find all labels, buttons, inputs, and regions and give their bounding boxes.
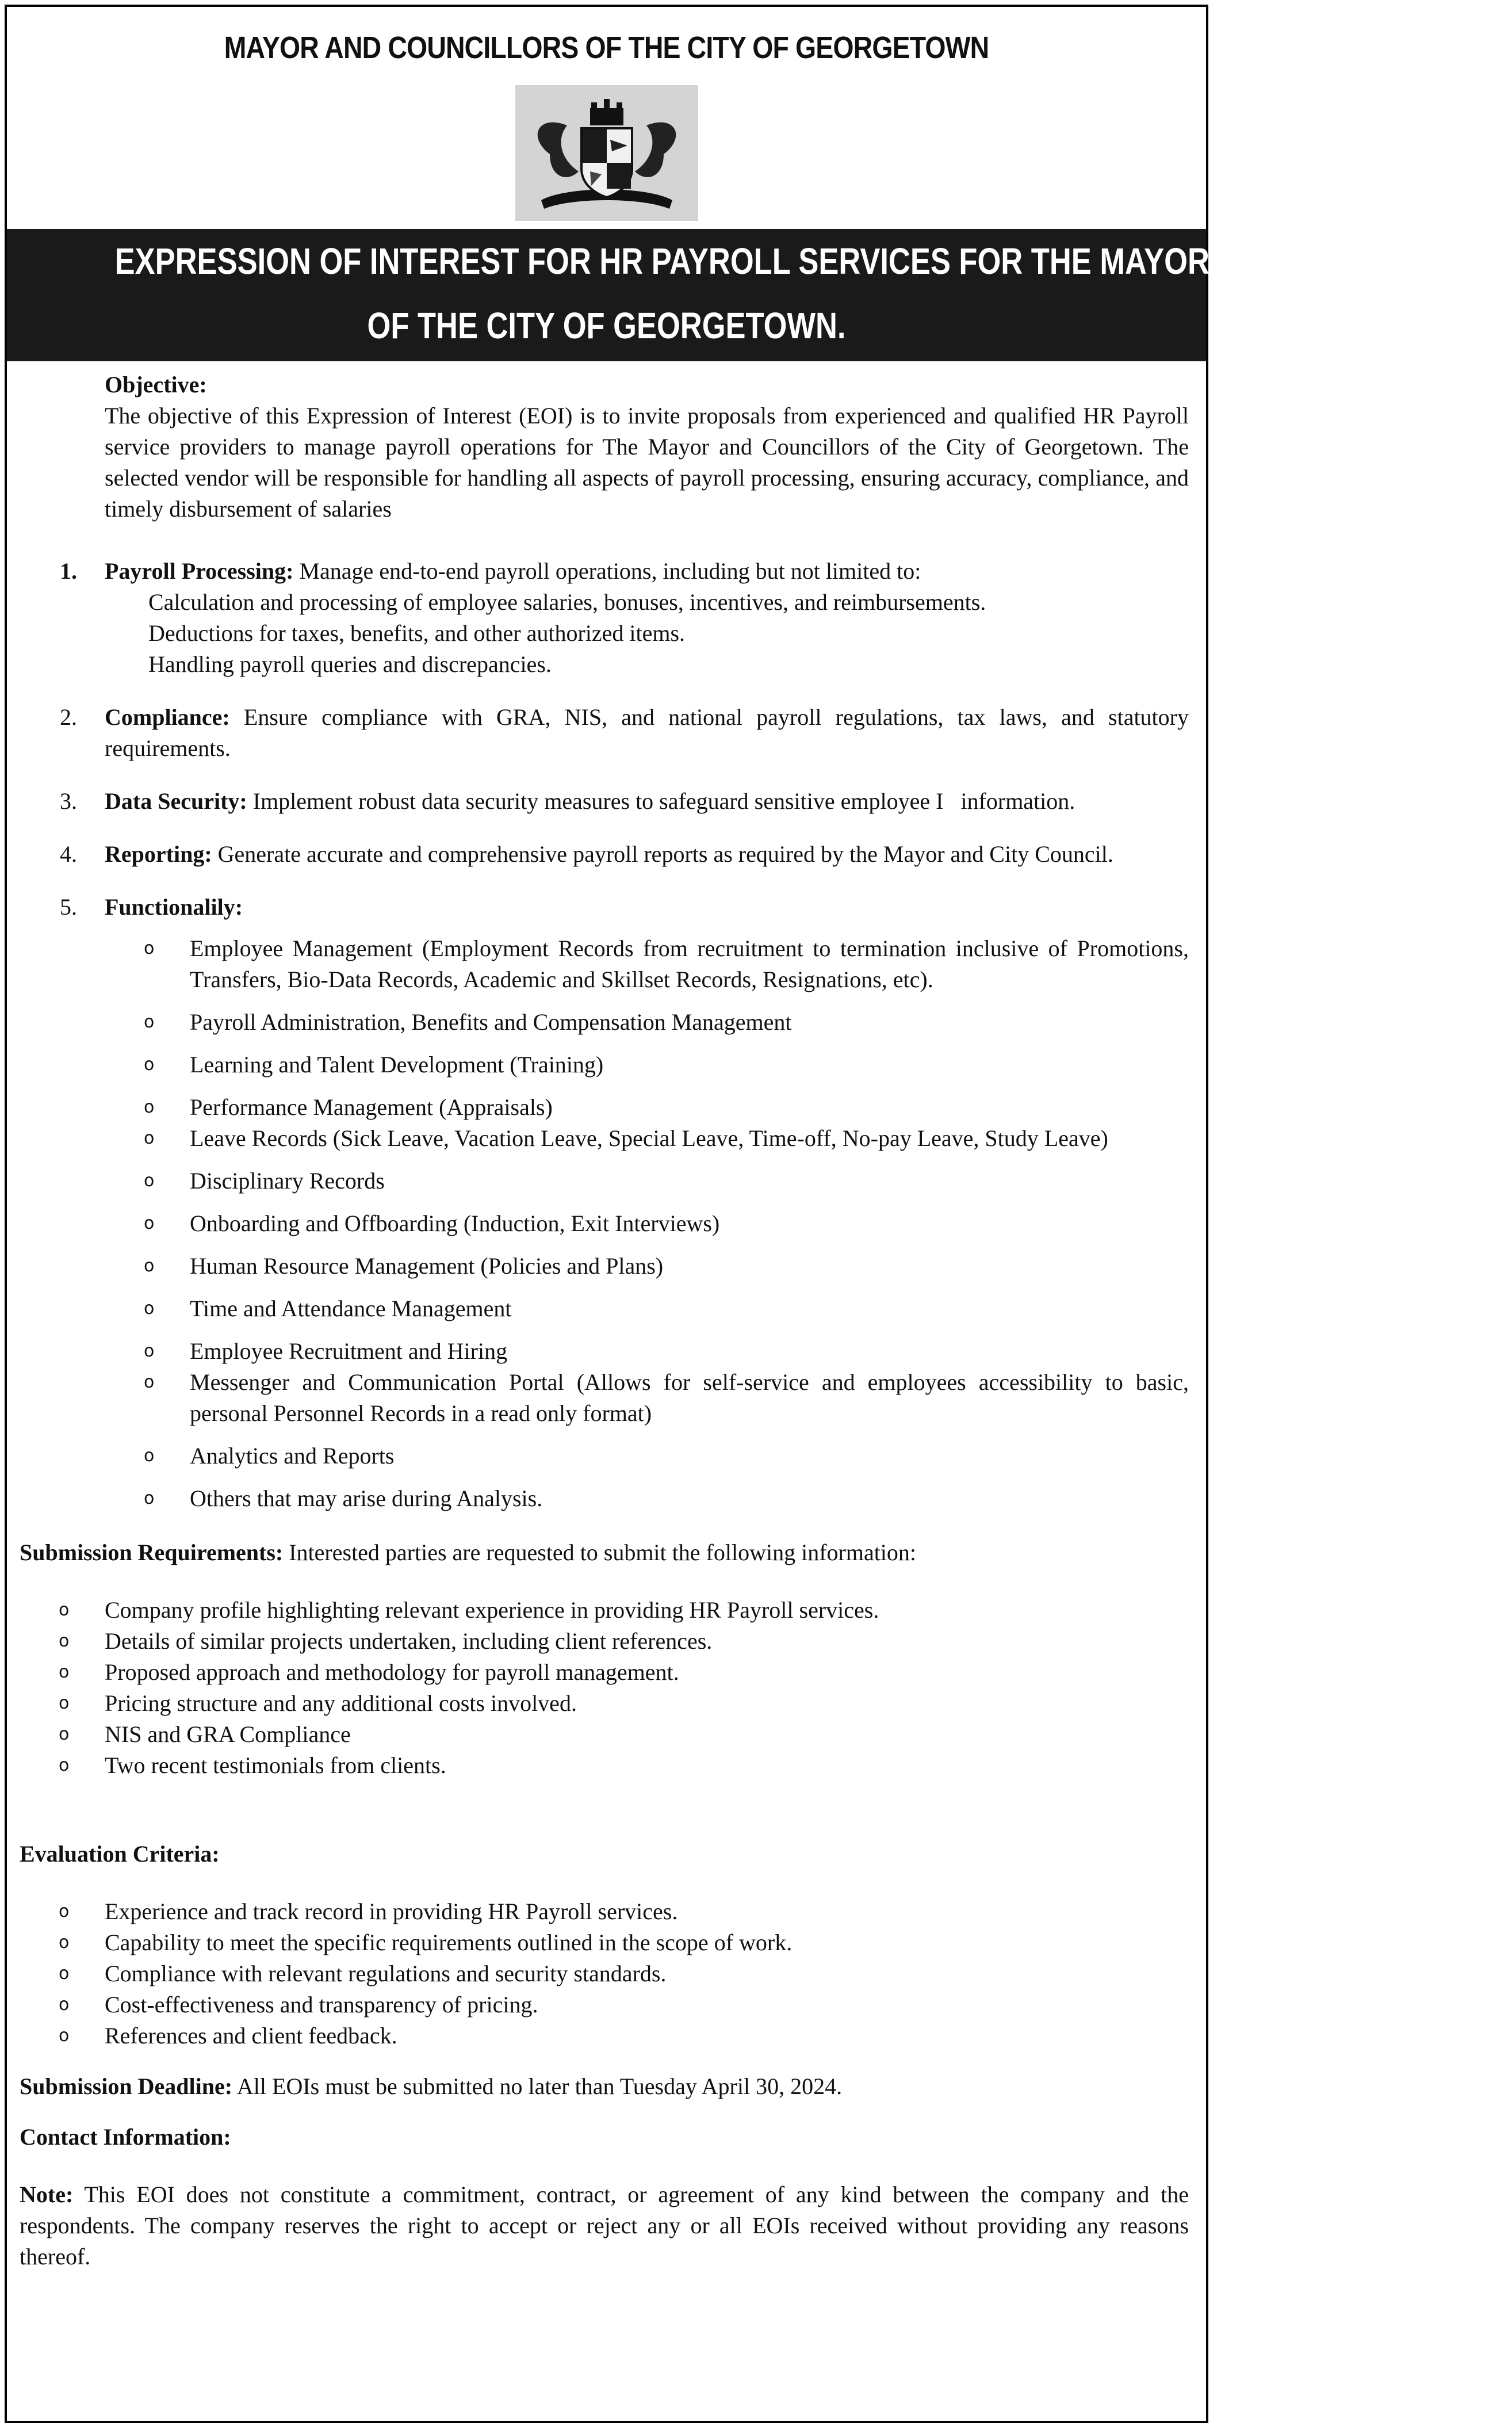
item-title: Payroll Processing:	[105, 558, 294, 584]
submission-title: Submission Requirements:	[20, 1539, 284, 1565]
eoi-notice	[5, 5, 1512, 2423]
evaluation-title: Evaluation Criteria:	[20, 1841, 220, 1867]
sub-item: Handling payroll queries and discrepancies.	[148, 651, 552, 677]
bullet-icon: o	[144, 1128, 155, 1148]
submission-requirements-intro	[20, 1537, 1189, 1568]
bullet-icon: o	[59, 1901, 70, 1921]
functionality-item: o Others that may arise during Analysis.	[190, 1483, 1189, 1514]
functionality-item: o Human Resource Management (Policies and Plans)	[190, 1251, 1189, 1282]
bullet-icon: o	[59, 1693, 70, 1713]
scope-item-5	[60, 892, 1189, 923]
title-banner	[7, 229, 1512, 361]
scope-item-3	[60, 786, 1189, 817]
note-title: Note:	[20, 2181, 74, 2207]
functionality-item: o Performance Management (Appraisals)	[190, 1092, 1189, 1123]
bullet-icon: o	[144, 1171, 155, 1191]
bullet-icon: o	[59, 1600, 70, 1620]
criteria-item: o Capability to meet the specific requirements outlined in the scope of work.	[105, 1927, 1189, 1958]
bullet-icon: o	[59, 1662, 70, 1682]
scope-item-4	[60, 839, 1189, 870]
contact-information-title: Contact Information:	[20, 2124, 231, 2150]
banner-title-line-1: EXPRESSION OF INTEREST FOR HR PAYROLL SERVICES FOR THE MAYOR AND COUNCILLORS	[114, 240, 1512, 282]
city-crest-image	[515, 85, 698, 221]
bullet-icon: o	[59, 1932, 70, 1953]
item-text: Manage end-to-end payroll operations, including but not limited to:	[293, 558, 921, 584]
criteria-item: o Experience and track record in providing HR Payroll services.	[105, 1896, 1189, 1927]
functionality-item: o Disciplinary Records	[190, 1166, 1189, 1197]
requirement-item: o NIS and GRA Compliance	[105, 1719, 1189, 1750]
evaluation-criteria-list	[59, 1896, 1189, 2051]
item-text: Ensure compliance with GRA, NIS, and national payroll regulations, tax laws, and statutory requirements.	[105, 704, 1189, 761]
item-title: Data Security:	[105, 788, 247, 814]
item-text: Implement robust data security measures to safeguard sensitive employee I information.	[247, 788, 1075, 814]
item-title: Reporting:	[105, 841, 212, 867]
item-number: 4.	[60, 841, 77, 867]
payroll-subitems	[148, 587, 1189, 680]
scope-item-1	[60, 556, 1189, 680]
functionality-item: o Employee Management (Employment Records from recruitment to termination inclusive of Promotions, Transfers, Bio-Data Records, Academic and Skillset Records, Resignations, etc).	[190, 933, 1189, 995]
item-number: 2.	[60, 704, 77, 730]
bullet-icon: o	[144, 1012, 155, 1032]
submission-deadline	[20, 2071, 1189, 2102]
banner-title-line-2: OF THE CITY OF GEORGETOWN.	[367, 305, 846, 346]
functionality-item: o Onboarding and Offboarding (Induction, Exit Interviews)	[190, 1208, 1189, 1239]
bullet-icon: o	[144, 1372, 155, 1392]
org-title: MAYOR AND COUNCILLORS OF THE CITY OF GEORGETOWN	[224, 30, 989, 65]
submission-requirements-list	[59, 1595, 1189, 1781]
item-text: Generate accurate and comprehensive payroll reports as required by the Mayor and City Council.	[212, 841, 1113, 867]
coat-of-arms-icon	[515, 85, 698, 221]
functionality-item: o Analytics and Reports	[190, 1441, 1189, 1472]
functionality-item: o Payroll Administration, Benefits and Compensation Management	[190, 1007, 1189, 1038]
scope-item-2	[60, 702, 1189, 764]
bullet-icon: o	[144, 1298, 155, 1319]
bullet-icon: o	[144, 1256, 155, 1276]
bullet-icon: o	[59, 1755, 70, 1775]
deadline-text: All EOIs must be submitted no later than Tuesday April 30, 2024.	[232, 2073, 843, 2099]
functionality-list	[144, 933, 1189, 1514]
item-title: Functionalily:	[105, 894, 243, 920]
item-number: 1.	[60, 558, 77, 584]
criteria-item: o References and client feedback.	[105, 2020, 1189, 2051]
deadline-title: Submission Deadline:	[20, 2073, 233, 2099]
functionality-item: o Learning and Talent Development (Training)	[190, 1049, 1189, 1080]
submission-intro-text: Interested parties are requested to submit the following information:	[283, 1539, 917, 1565]
item-number: 5.	[60, 894, 77, 920]
sub-item: Deductions for taxes, benefits, and other authorized items.	[148, 620, 686, 646]
requirement-item: o Company profile highlighting relevant experience in providing HR Payroll services.	[105, 1595, 1189, 1626]
bullet-icon: o	[144, 1446, 155, 1466]
requirement-item: o Details of similar projects undertaken, including client references.	[105, 1626, 1189, 1657]
bullet-icon: o	[144, 1488, 155, 1508]
disclaimer-note	[20, 2179, 1189, 2272]
requirement-item: o Pricing structure and any additional costs involved.	[105, 1688, 1189, 1719]
bullet-icon: o	[59, 1631, 70, 1651]
objective-text: The objective of this Expression of Interest (EOI) is to invite proposals from experienced and qualified HR Payroll service providers to manage payroll operations for The Mayor and Councillors of the City of Georgetown. The selected vendor will be responsible for handling all aspects of payroll processing, ensuring accuracy, compliance, and timely disbursement of salaries	[105, 403, 1189, 522]
note-text: This EOI does not constitute a commitment, contract, or agreement of any kind between the company and the respondents. The company reserves the right to accept or reject any or all EOIs received without providing any reasons thereof.	[20, 2181, 1189, 2269]
objective-section	[105, 369, 1189, 525]
functionality-item: o Time and Attendance Management	[190, 1293, 1189, 1324]
criteria-item: o Cost-effectiveness and transparency of pricing.	[105, 1989, 1189, 2020]
functionality-item: o Leave Records (Sick Leave, Vacation Leave, Special Leave, Time-off, No-pay Leave, Study Leave)	[190, 1123, 1189, 1154]
bullet-icon: o	[144, 1213, 155, 1233]
sub-item: Calculation and processing of employee salaries, bonuses, incentives, and reimbursements.	[148, 589, 986, 615]
bullet-icon: o	[144, 1054, 155, 1075]
bullet-icon: o	[59, 1724, 70, 1744]
bullet-icon: o	[144, 1341, 155, 1361]
criteria-item: o Compliance with relevant regulations and security standards.	[105, 1958, 1189, 1989]
bullet-icon: o	[144, 938, 155, 958]
objective-title: Objective:	[105, 372, 207, 398]
functionality-item: o Employee Recruitment and Hiring	[190, 1336, 1189, 1367]
functionality-item: o Messenger and Communication Portal (Allows for self-service and employees accessibility to basic, personal Personnel Records in a read only format)	[190, 1367, 1189, 1429]
item-title: Compliance:	[105, 704, 230, 730]
requirement-item: o Proposed approach and methodology for payroll management.	[105, 1657, 1189, 1688]
requirement-item: o Two recent testimonials from clients.	[105, 1750, 1189, 1781]
bullet-icon: o	[59, 1963, 70, 1984]
notice-body	[7, 369, 1206, 2272]
bullet-icon: o	[59, 1995, 70, 2015]
bullet-icon: o	[59, 2026, 70, 2046]
item-number: 3.	[60, 788, 77, 814]
bullet-icon: o	[144, 1097, 155, 1117]
